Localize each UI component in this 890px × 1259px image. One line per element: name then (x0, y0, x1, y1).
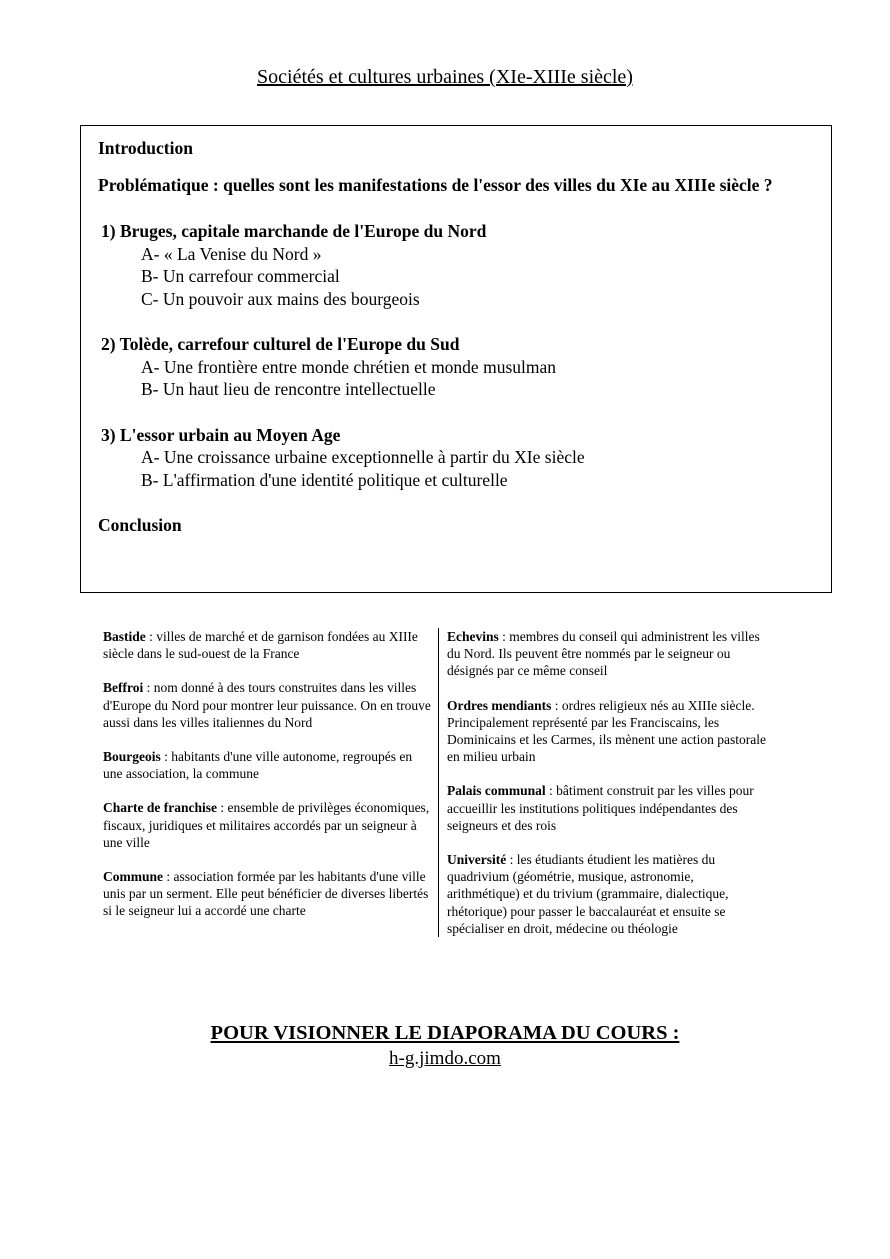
glossary-definition: les étudiants étudient les matières du quadrivium (géométrie, musique, astronomie, arithmétique) et du trivium (grammaire, dialectique, rhétorique) pour passer le baccalauréat et ensuite se spécialiser en droit, médecine ou théologie (447, 852, 729, 936)
section-heading: 1) Bruges, capitale marchande de l'Europe du Nord (101, 221, 487, 241)
glossary-definition: nom donné à des tours construites dans les villes d'Europe du Nord pour montrer leur puissance. On en trouve aussi dans les villes italiennes du Nord (103, 680, 431, 730)
glossary-term: Ordres mendiants (447, 697, 552, 713)
glossary-term: Palais communal (447, 783, 546, 799)
glossary-entry-bourgeois (103, 748, 432, 782)
glossary-separator: : (216, 800, 228, 816)
glossary (103, 628, 769, 937)
glossary-left-column (103, 628, 439, 937)
page-title-text: Sociétés et cultures urbaines (XIe-XIIIe siècle) (257, 66, 633, 88)
glossary-term: Echevins (447, 629, 499, 644)
section-item: B- L'affirmation d'une identité politique et culturelle (141, 469, 508, 490)
section-heading: 2) Tolède, carrefour culturel de l'Europe du Sud (101, 334, 460, 354)
glossary-separator: : (498, 629, 510, 644)
section-item: A- « La Venise du Nord » (141, 243, 322, 264)
course-outline-box (80, 125, 832, 593)
problematique-text: Problématique : quelles sont les manifestations de l'essor des villes du XIe au XIIIe siècle ? (98, 174, 773, 195)
introduction-heading: Introduction (98, 138, 193, 158)
course-website-link[interactable]: h-g.jimdo.com (389, 1048, 501, 1069)
glossary-definition: villes de marché et de garnison fondées au XIIIe siècle dans le sud-ouest de la France (103, 629, 418, 662)
glossary-entry-commune (103, 868, 432, 920)
section-item: B- Un haut lieu de rencontre intellectuelle (141, 379, 436, 399)
glossary-entry-echevins (447, 628, 769, 680)
glossary-separator: : (163, 869, 174, 885)
section-item: A- Une frontière entre monde chrétien et monde musulman (141, 356, 556, 377)
glossary-term: Beffroi (103, 680, 144, 696)
glossary-entry-beffroi (103, 679, 432, 731)
glossary-separator: : (551, 697, 562, 713)
footer (0, 1022, 890, 1070)
glossary-separator: : (145, 629, 157, 644)
slideshow-cta-heading: POUR VISIONNER LE DIAPORAMA DU COURS : (210, 1022, 680, 1044)
section-item: A- Une croissance urbaine exceptionnelle à partir du XIe siècle (141, 447, 585, 467)
glossary-definition: membres du conseil qui administrent les villes du Nord. Ils peuvent être nommés par le seigneur ou désignés par ce même conseil (447, 629, 760, 679)
glossary-definition: ensemble de privilèges économiques, fiscaux, juridiques et militaires accordés par un seigneur à une ville (103, 800, 430, 850)
glossary-definition: association formée par les habitants d'une ville unis par un serment. Elle peut bénéficier de diverses libertés si le seigneur lui a accordé une charte (103, 869, 429, 919)
glossary-entry-charte-de-franchise (103, 799, 432, 851)
outline-section-1 (98, 220, 814, 310)
glossary-definition: habitants d'une ville autonome, regroupés en une association, la commune (103, 749, 413, 782)
glossary-entry-palais-communal (447, 782, 769, 834)
glossary-entry-universite (447, 851, 769, 937)
glossary-separator: : (160, 749, 172, 765)
section-heading: 3) L'essor urbain au Moyen Age (101, 424, 341, 445)
glossary-right-column (439, 628, 769, 937)
glossary-separator: : (545, 783, 557, 799)
glossary-term: Université (447, 852, 507, 868)
glossary-term: Bourgeois (103, 749, 161, 765)
glossary-term: Commune (103, 869, 163, 885)
glossary-entry-bastide (103, 628, 432, 662)
glossary-separator: : (143, 680, 154, 696)
glossary-term: Bastide (103, 629, 146, 644)
page-title (0, 66, 890, 89)
section-item: B- Un carrefour commercial (141, 266, 340, 286)
glossary-separator: : (506, 852, 517, 868)
glossary-definition: ordres religieux nés au XIIIe siècle. Principalement représenté par les Franciscains, les Dominicains et les Carmes, ils mènent une action pastorale en milieu urbain (447, 697, 767, 765)
section-item: C- Un pouvoir aux mains des bourgeois (141, 288, 420, 309)
outline-section-3 (98, 424, 814, 492)
glossary-entry-ordres-mendiants (447, 697, 769, 766)
outline-section-2 (98, 333, 814, 401)
conclusion-heading: Conclusion (98, 515, 182, 535)
glossary-definition: bâtiment construit par les villes pour accueillir les institutions politiques indépendantes des seigneurs et des rois (447, 783, 754, 833)
glossary-term: Charte de franchise (103, 800, 217, 816)
